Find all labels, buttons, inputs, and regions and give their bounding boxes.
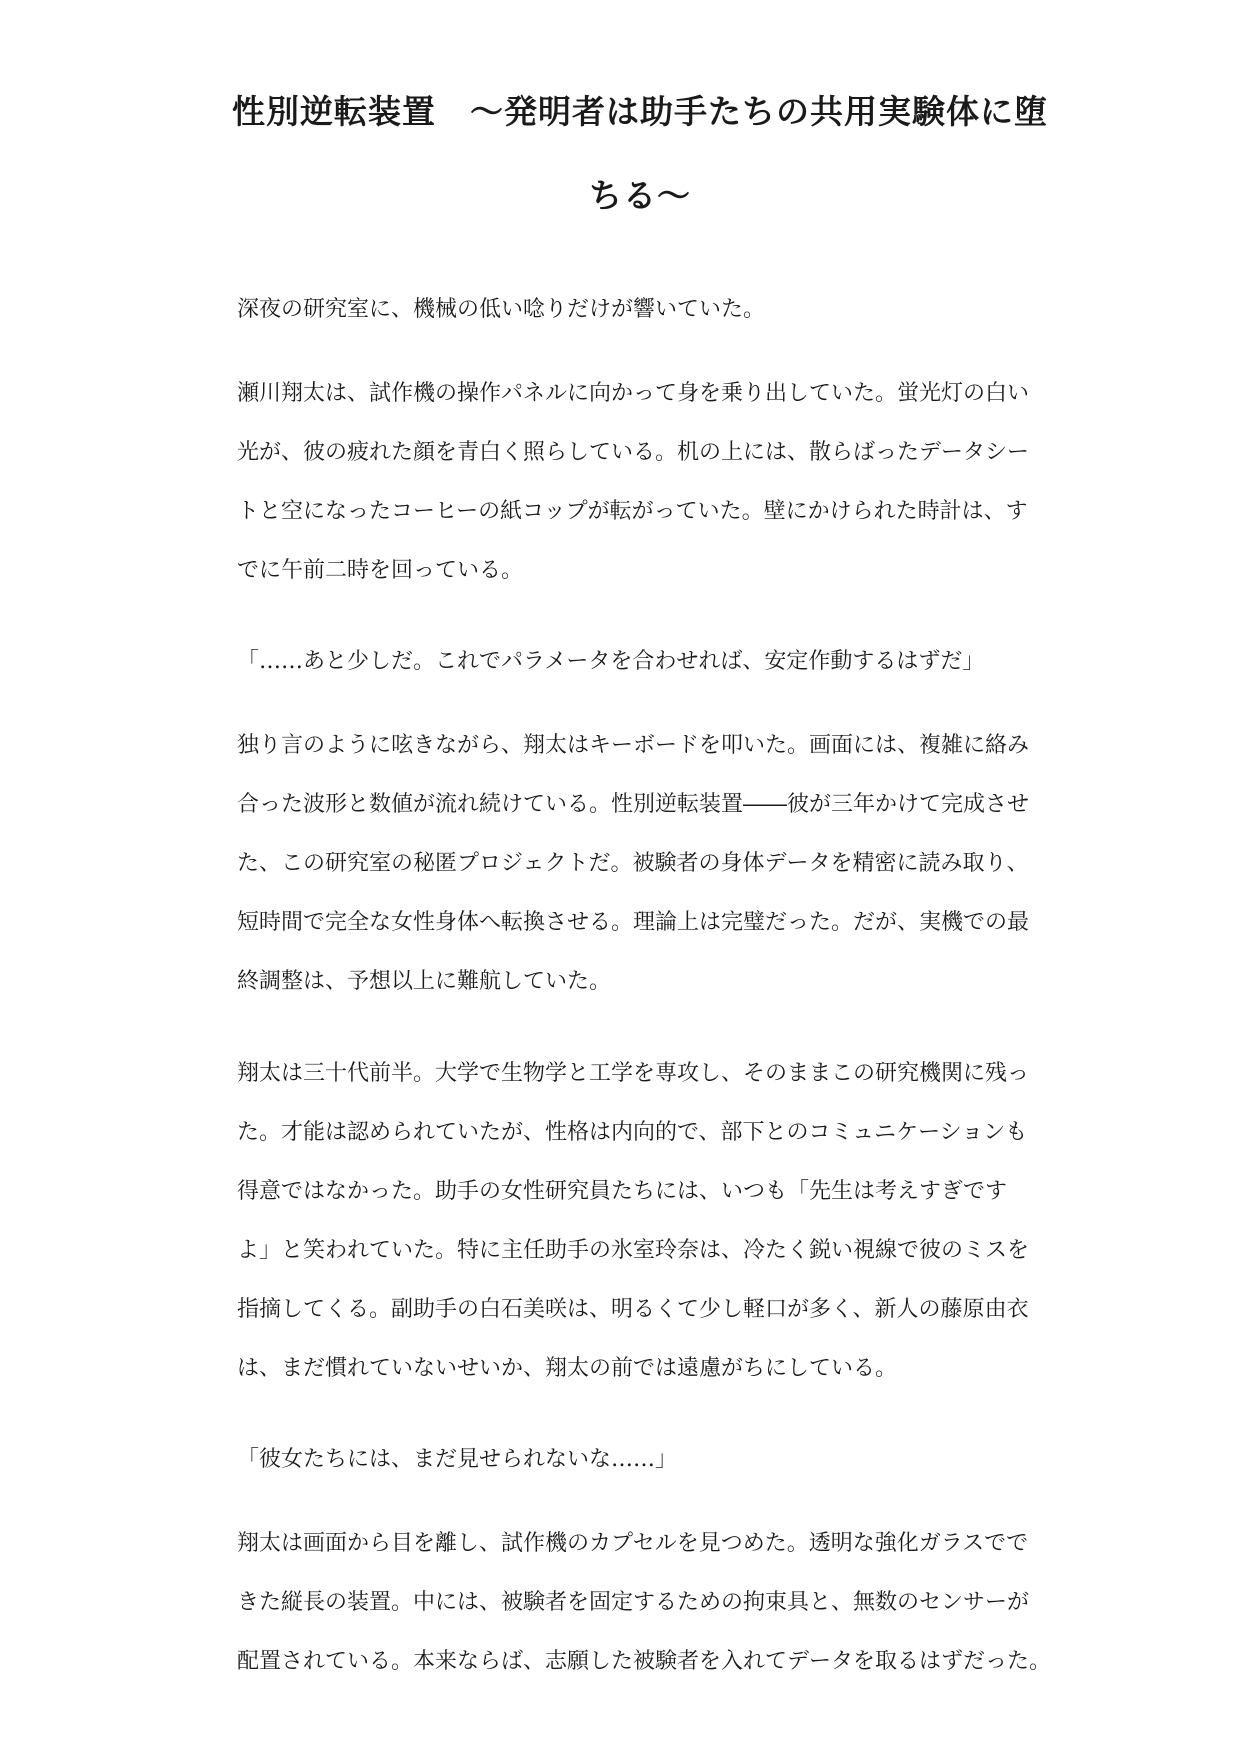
paragraph-3	[237, 632, 1077, 691]
text-line: 光が、彼の疲れた顔を青白く照らしている。机の上には、散らばったデータシー	[237, 440, 1030, 465]
paragraph-7	[237, 1514, 1077, 1691]
text-line: 「彼女たちには、まだ見せられないな……」	[237, 1447, 678, 1472]
document-title-line-2: ちる～	[589, 176, 691, 215]
text-line: は、まだ慣れていないせいか、翔太の前では遠慮がちにしている。	[237, 1356, 898, 1381]
paragraph-5	[237, 1044, 1077, 1398]
paragraph-2	[237, 364, 1077, 600]
text-line: トと空になったコーヒーの紙コップが転がっていた。壁にかけられた時計は、す	[237, 499, 1028, 524]
text-line: 翔太は三十代前半。大学で生物学と工学を専攻し、そのままこの研究機関に残っ	[237, 1061, 1030, 1086]
text-line: 終調整は、予想以上に難航していた。	[237, 969, 612, 994]
text-line: 得意ではなかった。助手の女性研究員たちには、いつも「先生は考えすぎです	[237, 1179, 1008, 1204]
paragraph-1	[237, 280, 1077, 339]
text-line: た。才能は認められていたが、性格は内向的で、部下とのコミュニケーションも	[237, 1120, 1028, 1145]
text-line: 独り言のように呟きながら、翔太はキーボードを叩いた。画面には、複雑に絡み	[237, 733, 1030, 758]
text-line: 指摘してくる。副助手の白石美咲は、明るくて少し軽口が多く、新人の藤原由衣	[237, 1297, 1029, 1322]
text-line: 短時間で完全な女性身体へ転換させる。理論上は完璧だった。だが、実機での最	[237, 910, 1030, 935]
document-title-line-1: 性別逆転装置 ～発明者は助手たちの共用実験体に堕	[232, 92, 1048, 131]
paragraph-6	[237, 1430, 1077, 1489]
text-line: きた縦長の装置。中には、被験者を固定するための拘束具と、無数のセンサーが	[237, 1590, 1030, 1615]
text-line: た、この研究室の秘匿プロジェクトだ。被験者の身体データを精密に読み取り、	[237, 851, 1029, 876]
text-line: 翔太は画面から目を離し、試作機のカプセルを見つめた。透明な強化ガラスでで	[237, 1531, 1029, 1556]
text-line: でに午前二時を回っている。	[237, 558, 524, 583]
text-line: 「……あと少しだ。これでパラメータを合わせれば、安定作動するはずだ」	[237, 649, 985, 674]
paragraph-4	[237, 716, 1077, 1011]
text-line: 合った波形と数値が流れ続けている。性別逆転装置――彼が三年かけて完成させ	[237, 792, 1030, 817]
text-line: 瀬川翔太は、試作機の操作パネルに向かって身を乗り出していた。蛍光灯の白い	[237, 381, 1030, 406]
text-line: 配置されている。本来ならば、志願した被験者を入れてデータを取るはずだった。	[237, 1649, 1052, 1674]
text-line: 深夜の研究室に、機械の低い唸りだけが響いていた。	[237, 297, 766, 322]
text-line: よ」と笑われていた。特に主任助手の氷室玲奈は、冷たく鋭い視線で彼のミスを	[237, 1238, 1030, 1263]
